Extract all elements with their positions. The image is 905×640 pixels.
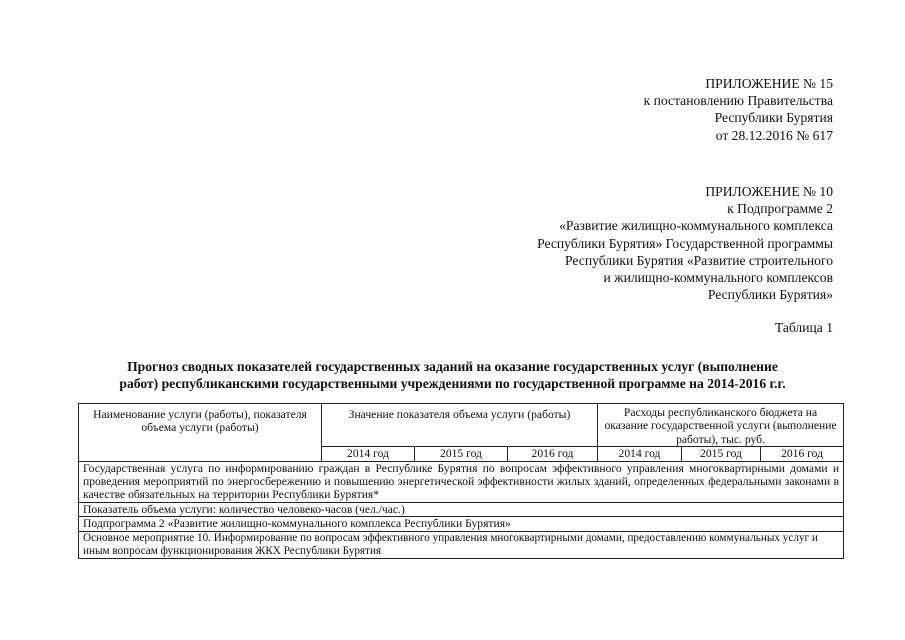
- state-service-description: Государственная услуга по информированию граждан в Республике Бурятия по вопросам эффективного управления многоквартирными домами и проведения мероприятий по энергосбережению и повышению энергетической эффективности жилых зданий, определенных федеральными законами в качестве обязательных на территории Республики Бурятия*: [79, 461, 844, 502]
- appendix-10-line: к Подпрограмме 2: [727, 201, 833, 217]
- appendix-10-number: ПРИЛОЖЕНИЕ № 10: [705, 184, 833, 199]
- appendix-15-date: от 28.12.2016 № 617: [715, 127, 833, 143]
- appendix-15-header: [644, 75, 833, 144]
- header-budget-costs: Расходы республиканского бюджета на оказание государственной услуги (выполнение работы), тыс. руб.: [598, 404, 844, 447]
- table-caption-text: Таблица 1: [774, 320, 833, 335]
- document-title-line-1: Прогноз сводных показателей государственных заданий на оказание государственных услуг (выполнение: [127, 359, 778, 374]
- year-cell: 2014 год: [598, 447, 682, 461]
- appendix-15-number: ПРИЛОЖЕНИЕ № 15: [705, 76, 833, 91]
- document-title-line-2: работ) республиканскими государственными учреждениями по государственной программе на 2014-2016 г.г.: [119, 376, 786, 392]
- appendix-10-line: «Развитие жилищно-коммунального комплекса: [559, 218, 833, 234]
- subprogram-row: Подпрограмма 2 «Развитие жилищно-коммунального комплекса Республики Бурятия»: [79, 517, 844, 531]
- year-cell: 2015 год: [682, 447, 761, 461]
- table-row: [79, 502, 844, 516]
- header-service-name: Наименование услуги (работы), показателя объема услуги (работы): [79, 404, 322, 462]
- appendix-10-line: Республики Бурятия» Государственной программы: [537, 235, 833, 251]
- appendix-10-header: [537, 183, 833, 303]
- appendix-10-line: и жилищно-коммунального комплексов: [603, 270, 833, 286]
- year-cell: 2016 год: [761, 447, 844, 461]
- document-title: [60, 358, 845, 393]
- appendix-10-line: Республики Бурятия «Развитие строительного: [565, 252, 833, 268]
- table-row: [79, 517, 844, 531]
- service-volume-indicator: Показатель объема услуги: количество человеко-часов (чел./час.): [79, 502, 844, 516]
- table-row: [79, 531, 844, 559]
- table-header-row: [79, 404, 844, 447]
- table-row: [79, 461, 844, 502]
- year-cell: 2016 год: [508, 447, 598, 461]
- table-caption: [775, 319, 833, 336]
- forecast-table: [78, 403, 844, 559]
- header-volume-value: Значение показателя объема услуги (работы): [322, 404, 598, 447]
- appendix-15-line: к постановлению Правительства: [643, 93, 833, 109]
- appendix-10-line: Республики Бурятия»: [707, 287, 833, 303]
- year-cell: 2014 год: [322, 447, 415, 461]
- main-activity-row: Основное мероприятие 10. Информирование по вопросам эффективного управления многоквартирными домами, предоставлению коммунальных услуг и иным вопросам функционирования ЖКХ Республики Бурятия: [79, 531, 844, 559]
- appendix-15-line: Республики Бурятия: [714, 110, 833, 126]
- year-cell: 2015 год: [415, 447, 508, 461]
